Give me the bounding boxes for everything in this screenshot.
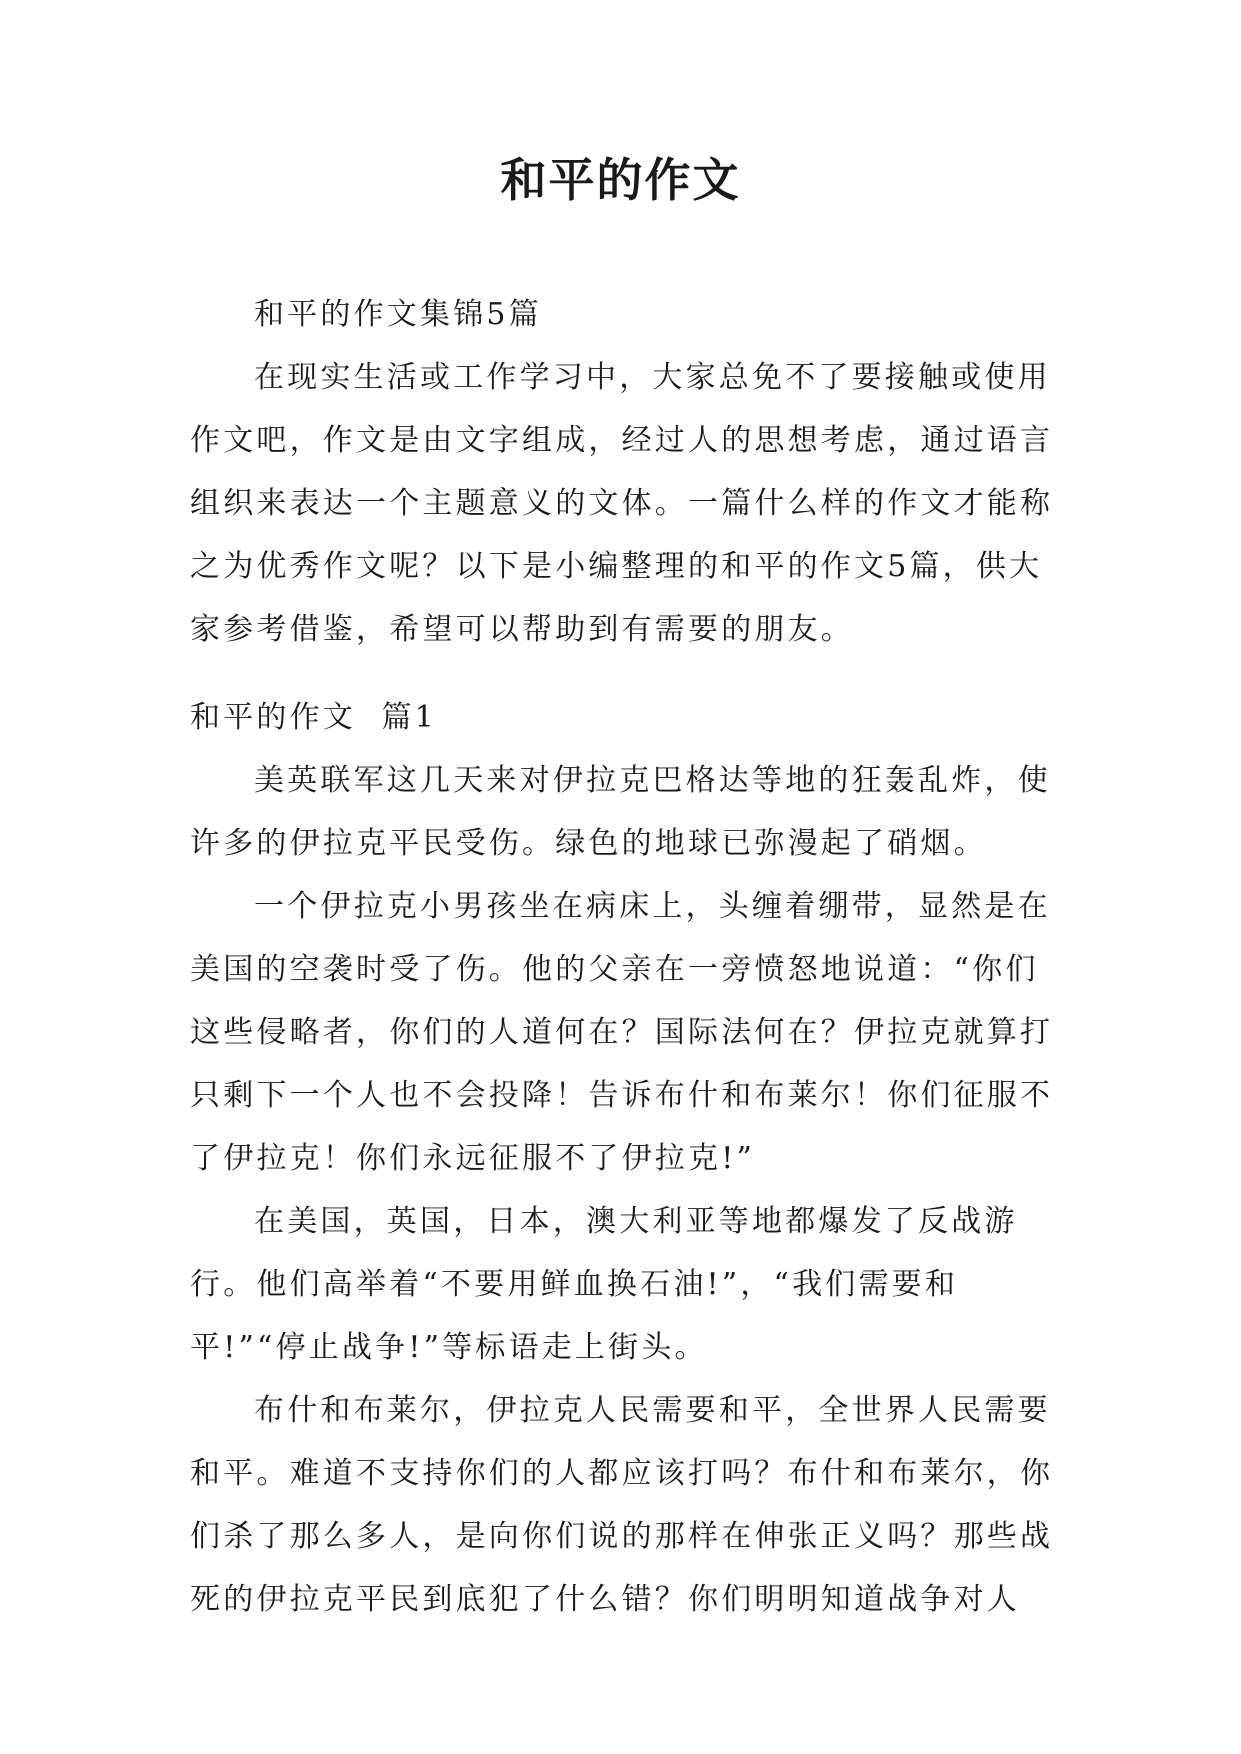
essay-1-paragraph-2: 一个伊拉克小男孩坐在病床上，头缠着绷带，显然是在美国的空袭时受了伤。他的父亲在一旁愤怒地说道：“你们这些侵略者，你们的人道何在？国际法何在？伊拉克就算打只剩下一个人也不会投降！告诉布什和布莱尔！你们征服不了伊拉克！你们永远征服不了伊拉克!” <box>190 889 1054 1176</box>
essay-1-paragraph-4: 布什和布莱尔，伊拉克人民需要和平，全世界人民需要和平。难道不支持你们的人都应该打吗？布什和布莱尔，你们杀了那么多人，是向你们说的那样在伸张正义吗？那些战死的伊拉克平民到底犯了什么错？你们明明知道战争对人 <box>190 1393 1054 1617</box>
essay-1-paragraph-1: 美英联军这几天来对伊拉克巴格达等地的狂轰乱炸，使许多的伊拉克平民受伤。绿色的地球已弥漫起了硝烟。 <box>190 763 1051 861</box>
intro-paragraph: 在现实生活或工作学习中，大家总免不了要接触或使用作文吧，作文是由文字组成，经过人的思想考虑，通过语言组织来表达一个主题意义的文体。一篇什么样的作文才能称之为优秀作文呢？以下是小编整理的和平的作文5篇，供大家参考借鉴，希望可以帮助到有需要的朋友。 <box>190 360 1054 647</box>
essay-1-heading: 和平的作文 篇1 <box>190 700 437 735</box>
essay-1-paragraph-3: 在美国，英国，日本，澳大利亚等地都爆发了反战游行。他们高举着“不要用鲜血换石油!”，“我们需要和平!”“停止战争!”等标语走上街头。 <box>190 1204 1018 1365</box>
intro-subtitle: 和平的作文集锦5篇 <box>254 297 542 332</box>
essay-1-section <box>190 686 1058 1631</box>
document-title: 和平的作文 <box>500 153 741 207</box>
intro-section <box>190 283 1058 661</box>
